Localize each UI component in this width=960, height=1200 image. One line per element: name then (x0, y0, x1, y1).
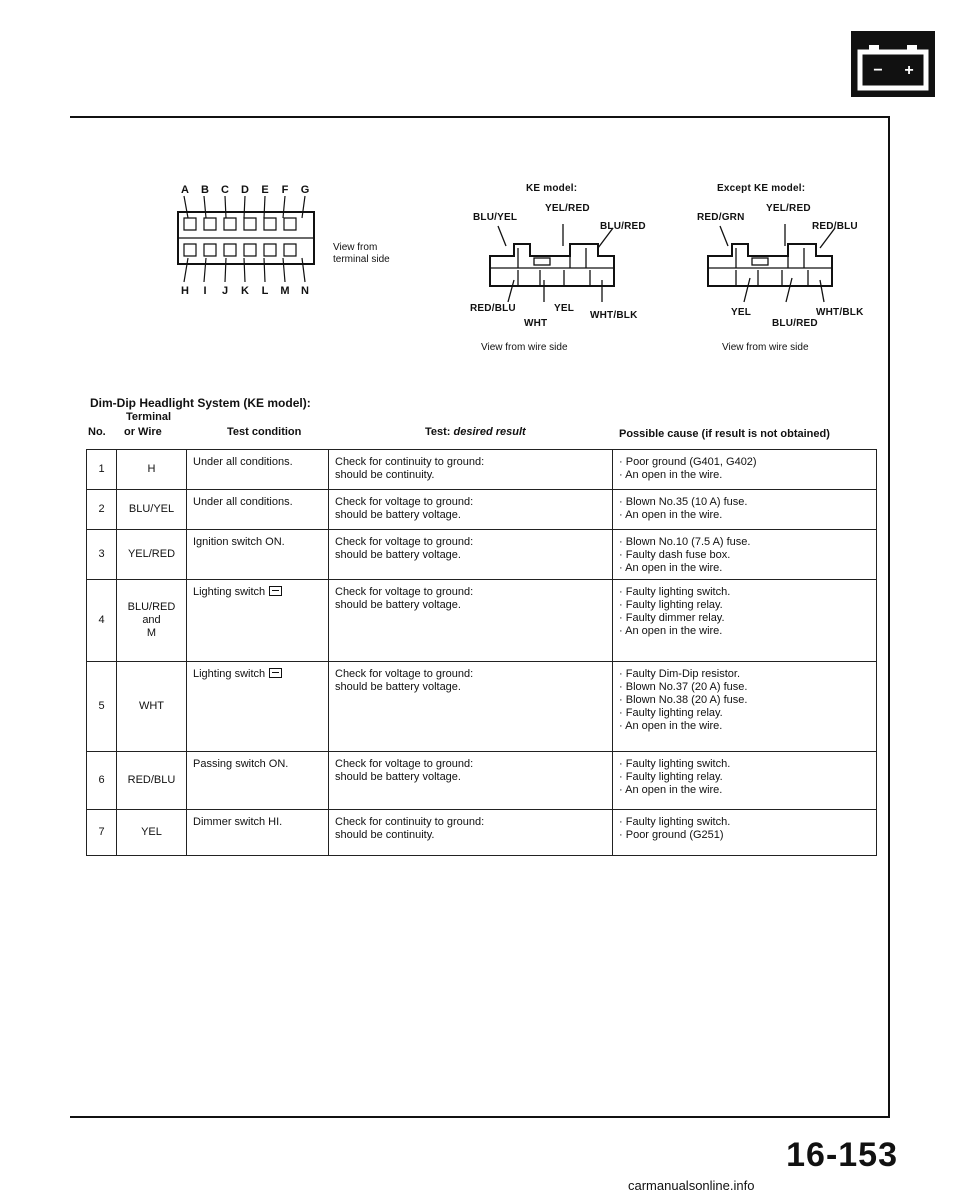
condition-text: Lighting switch (193, 668, 266, 680)
pin-label-g: G (300, 184, 310, 196)
ke-label-blu-red: BLU/RED (600, 221, 646, 232)
wire-label: M (146, 627, 157, 639)
result-line: should be continuity. (335, 469, 435, 481)
pin-label-b: B (201, 184, 209, 196)
table-row (87, 662, 877, 752)
row-causes (613, 752, 877, 810)
battery-icon (851, 31, 935, 97)
cause-item: · An open in the wire. (619, 562, 870, 575)
result-line: Check for voltage to ground: (335, 496, 474, 508)
exke-label-yel: YEL (731, 307, 752, 318)
row-causes (613, 662, 877, 752)
pin-label-k: K (241, 285, 249, 296)
exke-label-yel-red: YEL/RED (766, 203, 811, 214)
column-header-wire: or Wire (124, 426, 162, 438)
cause-item: · An open in the wire. (619, 784, 870, 797)
bottom-rule (70, 1116, 890, 1118)
ke-view-note: View from wire side (481, 342, 568, 353)
cause-item: · Faulty lighting relay. (619, 707, 870, 720)
row-no: 1 (87, 450, 117, 490)
cause-item: · Faulty dash fuse box. (619, 549, 870, 562)
pin-label-m: M (280, 285, 290, 296)
ke-model-title: KE model: (526, 183, 578, 194)
ke-label-blu-yel: BLU/YEL (473, 212, 518, 223)
table-row (87, 530, 877, 580)
battery-minus-sign: − (873, 62, 883, 79)
pin-label-n: N (301, 285, 309, 296)
condition-text: Lighting switch (193, 586, 266, 598)
row-wire (117, 662, 187, 752)
exke-label-wht-blk: WHT/BLK (816, 307, 864, 318)
section-title: Dim-Dip Headlight System (KE model): (90, 396, 311, 410)
table-row (87, 450, 877, 490)
wire-label: YEL (141, 826, 162, 838)
row-condition: Passing switch ON. (187, 752, 329, 810)
row-no: 2 (87, 490, 117, 530)
cause-item: · Blown No.37 (20 A) fuse. (619, 681, 870, 694)
pin-label-f: F (281, 184, 289, 196)
pin-label-e: E (261, 184, 269, 196)
wire-label: BLU/RED (127, 601, 176, 613)
table-row (87, 752, 877, 810)
result-line: should be continuity. (335, 829, 435, 841)
pin-label-c: C (221, 184, 229, 196)
cause-item: · An open in the wire. (619, 625, 870, 638)
top-rule (70, 116, 890, 118)
row-result (329, 530, 613, 580)
result-line: Check for continuity to ground: (335, 816, 485, 828)
headlight-low-beam-icon (269, 586, 282, 596)
test-table (86, 449, 877, 856)
result-line: Check for voltage to ground: (335, 668, 474, 680)
cause-item: · Blown No.35 (10 A) fuse. (619, 496, 870, 509)
pin-label-i: I (203, 285, 207, 296)
column-header-no: No. (88, 426, 106, 438)
cause-item: · Faulty lighting switch. (619, 586, 870, 599)
except-ke-view-note: View from wire side (722, 342, 809, 353)
watermark: carmanualsonline.info (628, 1178, 755, 1193)
table-row (87, 490, 877, 530)
connector-view-note-line1: View from (333, 242, 378, 253)
result-line: should be battery voltage. (335, 509, 461, 521)
table-row (87, 580, 877, 662)
ke-label-wht-blk: WHT/BLK (590, 310, 638, 321)
row-condition (187, 580, 329, 662)
column-header-terminal: Terminal (126, 411, 172, 423)
ke-label-red-blu: RED/BLU (470, 303, 516, 314)
row-no: 5 (87, 662, 117, 752)
row-condition: Dimmer switch HI. (187, 810, 329, 856)
connector-view-note-line2: terminal side (333, 254, 390, 265)
row-result (329, 662, 613, 752)
cause-item: · Faulty lighting relay. (619, 771, 870, 784)
headlight-low-beam-icon (269, 668, 282, 678)
column-header-result-prefix: Test: (425, 426, 451, 438)
wire-label: BLU/YEL (128, 503, 175, 515)
row-causes (613, 810, 877, 856)
wire-label: WHT (138, 700, 165, 712)
wire-label: and (142, 614, 161, 626)
row-wire (117, 530, 187, 580)
pin-label-a: A (181, 184, 189, 196)
except-ke-connector-diagram (700, 222, 850, 304)
exke-label-blu-red: BLU/RED (772, 318, 818, 329)
ke-label-yel: YEL (554, 303, 575, 314)
except-ke-model-title: Except KE model: (717, 183, 806, 194)
result-line: should be battery voltage. (335, 681, 461, 693)
result-line: Check for continuity to ground: (335, 456, 485, 468)
connector-bottom-letters (181, 285, 309, 296)
row-condition (187, 662, 329, 752)
cause-item: · Blown No.38 (20 A) fuse. (619, 694, 870, 707)
column-header-condition: Test condition (227, 426, 302, 438)
pin-label-j: J (221, 285, 229, 296)
row-wire (117, 490, 187, 530)
row-condition: Ignition switch ON. (187, 530, 329, 580)
row-result (329, 752, 613, 810)
pin-label-l: L (261, 285, 269, 296)
pin-label-h: H (181, 285, 189, 296)
row-no: 7 (87, 810, 117, 856)
cause-item: · An open in the wire. (619, 509, 870, 522)
row-result (329, 580, 613, 662)
cause-item: · An open in the wire. (619, 720, 870, 733)
row-no: 4 (87, 580, 117, 662)
cause-item: · Faulty lighting relay. (619, 599, 870, 612)
cause-item: · An open in the wire. (619, 469, 870, 482)
row-condition: Under all conditions. (187, 490, 329, 530)
cause-item: · Faulty lighting switch. (619, 758, 870, 771)
column-header-cause: Possible cause (if result is not obtained) (619, 428, 830, 440)
row-no: 3 (87, 530, 117, 580)
wire-label: RED/BLU (127, 774, 176, 786)
row-condition: Under all conditions. (187, 450, 329, 490)
ke-label-wht: WHT (524, 318, 548, 329)
row-no: 6 (87, 752, 117, 810)
result-line: should be battery voltage. (335, 771, 461, 783)
row-causes (613, 490, 877, 530)
connector-terminal-side-diagram (172, 182, 320, 296)
page-number: 16-153 (786, 1136, 898, 1174)
result-line: Check for voltage to ground: (335, 586, 474, 598)
cause-item: · Faulty lighting switch. (619, 816, 870, 829)
row-causes (613, 450, 877, 490)
connector-top-letters (181, 184, 309, 196)
cause-item: · Faulty dimmer relay. (619, 612, 870, 625)
row-causes (613, 580, 877, 662)
wire-label: H (147, 463, 156, 475)
row-result (329, 490, 613, 530)
column-header-result (425, 426, 526, 438)
table-row (87, 810, 877, 856)
result-line: should be battery voltage. (335, 599, 461, 611)
result-line: Check for voltage to ground: (335, 758, 474, 770)
pin-label-d: D (241, 184, 249, 196)
row-wire (117, 752, 187, 810)
row-wire (117, 450, 187, 490)
column-header-result-italic: desired result (453, 426, 526, 438)
ke-label-yel-red: YEL/RED (545, 203, 590, 214)
row-wire (117, 580, 187, 662)
exke-label-red-grn: RED/GRN (697, 212, 745, 223)
cause-item: · Blown No.10 (7.5 A) fuse. (619, 536, 870, 549)
cause-item: · Poor ground (G401, G402) (619, 456, 870, 469)
row-result (329, 450, 613, 490)
ke-connector-diagram (478, 222, 628, 304)
row-causes (613, 530, 877, 580)
battery-plus-sign: + (904, 62, 914, 79)
cause-item: · Poor ground (G251) (619, 829, 870, 842)
result-line: Check for voltage to ground: (335, 536, 474, 548)
row-result (329, 810, 613, 856)
result-line: should be battery voltage. (335, 549, 461, 561)
cause-item: · Faulty Dim-Dip resistor. (619, 668, 870, 681)
wire-label: YEL/RED (127, 548, 176, 560)
exke-label-red-blu: RED/BLU (812, 221, 858, 232)
row-wire (117, 810, 187, 856)
right-rule (888, 116, 890, 1116)
